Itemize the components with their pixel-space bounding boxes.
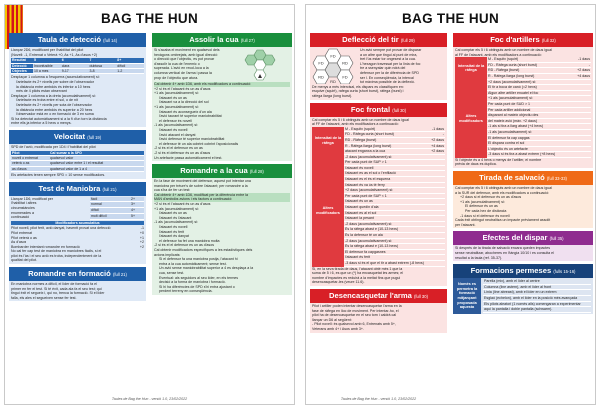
speed-table: Pilot Cal sumar a la SPD novell o entrenat qualsevol valor veterà o as qualsevol valor entre 1 i el resultat as d'asos qualsevol valor de 1 a 4 [11, 151, 144, 173]
svg-text:FD: FD [318, 60, 324, 66]
section-foc-frontal: Foc frontal (full 30) Cal comptar els 5 i 6 obtinguts amb un nombre de daus igual al FF de l'atacant, amb els modificadors a continuació: Intensitat de la ràfega M - Esquitx (squirt) -1 daus FD - Ràfega curta (short burst) - RD - Ràfega (burst) +2 daus R - Ràfega llarga (long burst) +4 daus atacant enganxa a la cua +2 daus Altres modificadors -2 daus (acumulativament) si: Per cada punt de SUP > 1 l'atacant és novell l'atacant es as el sol o l'enfilació l'atacant es el és el esquena l'atacant és va ús té ferry +2 daus (acumulativament) si: Per cada punt de SUP < 1 l'atacant és un as l'atacant quedin d'ala l'atacant es al el sol l'atacant la pesant -2 daus (acumulativament) si: És la ràfega abast e (10-13 hexs) És la defensor té un ala -2 daus (acumulativament) si: És la ràfega abast e (10-13 hexs) El defensor fa capgasnes l'atacant és ferit -3 daus si és el que el tir a abast extrem (-8 hexs) Si, en la seva tirada de daus, l'atacant obté més 1 que la suma de 5 i 6, es que un (*) ha encasquetat les armes; el nombre d'impactes es reduirà a la meitat fins que pugui desencasquetar-les (veure 11.6). [310, 103, 447, 286]
section-formacions: Formacions permeses (fulls 15-16) Només es permetra la formació mitjançant proposada aquesta Parella (mix), amb el líder al centre Columna (line astern), amb el líder al front Línia (line abreast), amb el líder en un extrem Esglaó (echelon), amb el líder en la posició més avançada Els pilots aleatori (1 només alls) comengaran a experimentar aquí la pantalla i doble pantalla (schwarm). [453, 264, 593, 314]
section-deteccio: Taula de detecció (full 14) Llançar 2D6, modificant per l'habilitat del pilot (Novell: -1, Entrenat o Veterà +0, As +1, As d'asos +2) Resultat 5 6 7 8+ Detecció Inconfusible clara dubtosa difícil Objectes 10 a mes 9-17 3-8 1-2 Desplaçar 1 columna a l'esquerra (acumulativament) si: l'artefacte és 2+ nivells per sobre de l'observador la distància entre ambdós és inferior a 10 hexs més de 4 pilots estan observant Desplaçar 1 columna a la dreta (acumulativament) si: l'artefacte es troba entre el sol, o de nit l'artefacte és 2+ nivells per sota de l'observador la distància entre ambdós és superior a 20 hexs l'observador està en o en formació de 3 en suma Si ha detectat automàticament si a la fi d'un torn la distància entre ells ja inferior a 5 hexs o menys. [9, 33, 146, 127]
svg-text:RD: RD [330, 79, 336, 84]
section-salvacio: Tirada de salvació (full 33-33) Cal comptar els 5 i 6 obtinguts amb un nombre de daus igual a la SUR del defensor, amb els modificadors a continuació: +2 daus si el defensor és un as d'asos +1 als (acumulativament) si: El defensor és un as Per cada hex de distància -1 daus si el defensor és novell Cada èxit obtingut neutralitza un impacte prèviament assolit per l'atacant. [453, 171, 593, 228]
section-cua: Assolir la cua (full 27) Si s'acaba el moviment en qualsevol dels hexàgons ombrejats, amb igual direcció o direcció que l'objectiu, es pot provar d'assolir la cua de l'enemic o superada. L'avió en recol-loca a la columna vertical de l'arma i passa la prop de l'objectiu que atura. Cal obtenir 4+ amb 1D6, amb els modificadors a continuació: +2 si és el l'atacant és un as d'asos +1 als (acumulativament) si: l'atacant és un as l'atacant va a la direcció del sol +1 als (acumulativament) si: l'atacant és aconsegueix d'un ala l'avió taurant té superior maniobrabilitat el defensor és novell -1 als (acumulativament) si: l'atacant és novell l'avió atacant el danyat l'avió defensor té superior maniobrabilitat el defensor té un ala cobrint cobrint l'aposicionalis -2 si és el el defensor es un as -2 si és el defensor és un as d'asos Un artefacte passa automàticament el test. [152, 33, 292, 161]
section-maniobra: Test de Maniobra (full 21) Llançar 1D6, modificat per l'habilitat i altres circumstàncies enumerades a continuació fàcil 2+ normal 3+ difícil 4+ molt difícil 5+ Modificadors acumulatius Pilot novell, pilot ferit, avió danyat, haventt provat una defecció -1 Pilot entrenat +0 Pilot veterà o as +1 As d'asos +2 Bombarder intentant romandre en formació +2 No cal fer cap test de maniobra en maniobres fàcils, si el pilot és l'às i el seu avió es troba, independentment de la qualitat del pilot. [11, 183, 144, 263]
section-desencasquetar: Desencasquetar l'arma (full 30) Pilot i artiller poden intentar desencasquetar l'arma en la fase de ràfega en lloc de moviment. Per intentar-ho, el pilot ha de desencasquetar en el seu torn i caldrà cal llançar un D6 al següent: - Pilot novell: és qualsevol amb 6, Entrenats amb 5+, Veterans amb 4+ i Asos amb 3+. [310, 289, 447, 333]
svg-text:RD: RD [318, 74, 324, 80]
footer: Taules de Bag the Hun - versió 1.0, 23/02/2022 [111, 397, 188, 401]
section-efectes-dispar: Efectes del dispar (full 35) Si després de la tirada de salvació encara queden impactes sense neutralitzar, abocheres en l'tàngia 10/10 i es consulta el resultat a la taula (ref. 35-37). [453, 231, 593, 261]
section-header: Taula de detecció (full 14) [9, 33, 146, 47]
page-left [4, 4, 295, 405]
section-velocitat: Velocitat (full 19) SPD de l'avió, modificada per 1D4 i l'habilitat del pilot Pilot Cal sumar a la SPD novell o entrenat qualsevol valor veterà o as qualsevol valor entre 1 i el resultat as d'asos qualsevol valor de 1 a 4 Els artefactes tenen sempre SPD = 10 sense modificadors. [9, 130, 146, 179]
footer: Taules de Bag the Hun - versió 1.0, 23/02/2022 [340, 397, 417, 401]
section-romandre-cua: Romandre a la cua (full 28) En la fase de moviment del defensor, aquest pot intentar una maniobra per trèure's de sobre l'atacant; per romandre a la cua s'ha de fer un test: Cal obtenir 4+ amb 1D6, modificat per la diferència entre la MAN d'ambdós avions i els factors a continuació: +2 si és el l'atacant és un as d'asos +1 als (acumulativament) si: l'atacant és un as l'atacant és l'atacant -1 als (acumulativament) si: l'atacant és novell l'atacant és ferit l'atacant és danyat el defensor ha fet una maniobra molta -2 si és el el defensor es un as d'asos Cal obtenir modificadors específiques a les estadístiques dels avions implicats: Si el defensor fa una maniobra postja, l'atacant hi entra a la cua automàticament; sense test. Un avió sense maniobrabilitat superior a 4 es desplaça a la cua, sense test. Eventual: als seguidors al seu líder, en els termes decisió a la forma de maniobra i formació. Si hi ha diferències de SPD s'hi entra ajustant o perdent terreny en conseqüència. [152, 164, 292, 295]
page-right [305, 4, 596, 405]
page-title: BAG THE HUN [100, 11, 199, 26]
deflection-hex-diagram [312, 48, 358, 84]
svg-text:RD: RD [342, 60, 348, 66]
section-foc-artillers: Foc d'artillers (full 32) Cal comptar els 5 i 6 obtinguts amb un nombre de daus igual al FF de l'atacant, amb els modificadors a continuació: Intensitat de la ràfega M - Esquitx (squirt) -1 daus FD - Ràfega curta (short burst) - RD - Ràfega (burst) +2 daus R - Ràfega llarga (long burst) +4 daus Altres modificadors +2 daus (acumulativament) si: El tir a boca de canó (=2 hexs) Algun altre artiller enuatel el foc +1 als (acumulativament) si: Per cada punt de SUD > 1 Per cada artiller addicional disparant al mateix objectiu des del mateix avió (màx. +2 daus) -1 als si tira a llarg abast (+4 hexs) -1 als (acumulativament) si: El defensor fa cap capgas El dispara contra el sol L'objectiu és un artefacte -3 daus si és tira a abast extrem (+8 hexs) Si l'objecte és a 4 hexs o menys de l'artiller, el nombre prèvia de daus es duplica. [453, 33, 593, 168]
page-title: BAG THE HUN [401, 11, 500, 26]
svg-text:FD: FD [330, 53, 336, 59]
tail-hex-diagram [244, 48, 290, 82]
detection-table: Resultat 5 6 7 8+ Detecció Inconfusible clara dubtosa difícil Objectes 10 a mes 9-17 3-8 1-2 [11, 58, 144, 74]
maneuver-table: fàcil 2+ normal 3+ difícil 4+ molt difícil 5+ [90, 197, 144, 220]
section-formacio: Romandre en formació (full 21) En maniobra normes a difícil, el líder de formació fa el primer en fer el test. Si té èxit, cada ala fa el seu test; qui tingui èxit el segueix i, qui no, trenca la formació. Si el líder falla, els ales el segueixen sense fer test. [9, 267, 146, 301]
section-deflexio: Deflecció del tir (full 29) FD FD RD RD FD RD Un avió sempre pot provar de disparar a un altre que tingui al punt de mira, tret l'ús estar tor ongesest a la cua. L'hexagon travessat per la línia de foc tre a ssenyalar quin ndrà del defensor per la de diferència de SPD ser l. En conseqüència, la intercal tot màxima possible de la deflexió. De menys a més intercisal, els dispars es classifiquen en: esquive (squirt), rafega curta (short burst), ràfega (burst) i ràfega llarga (long burst). [310, 33, 447, 100]
svg-text:FD: FD [342, 74, 348, 80]
